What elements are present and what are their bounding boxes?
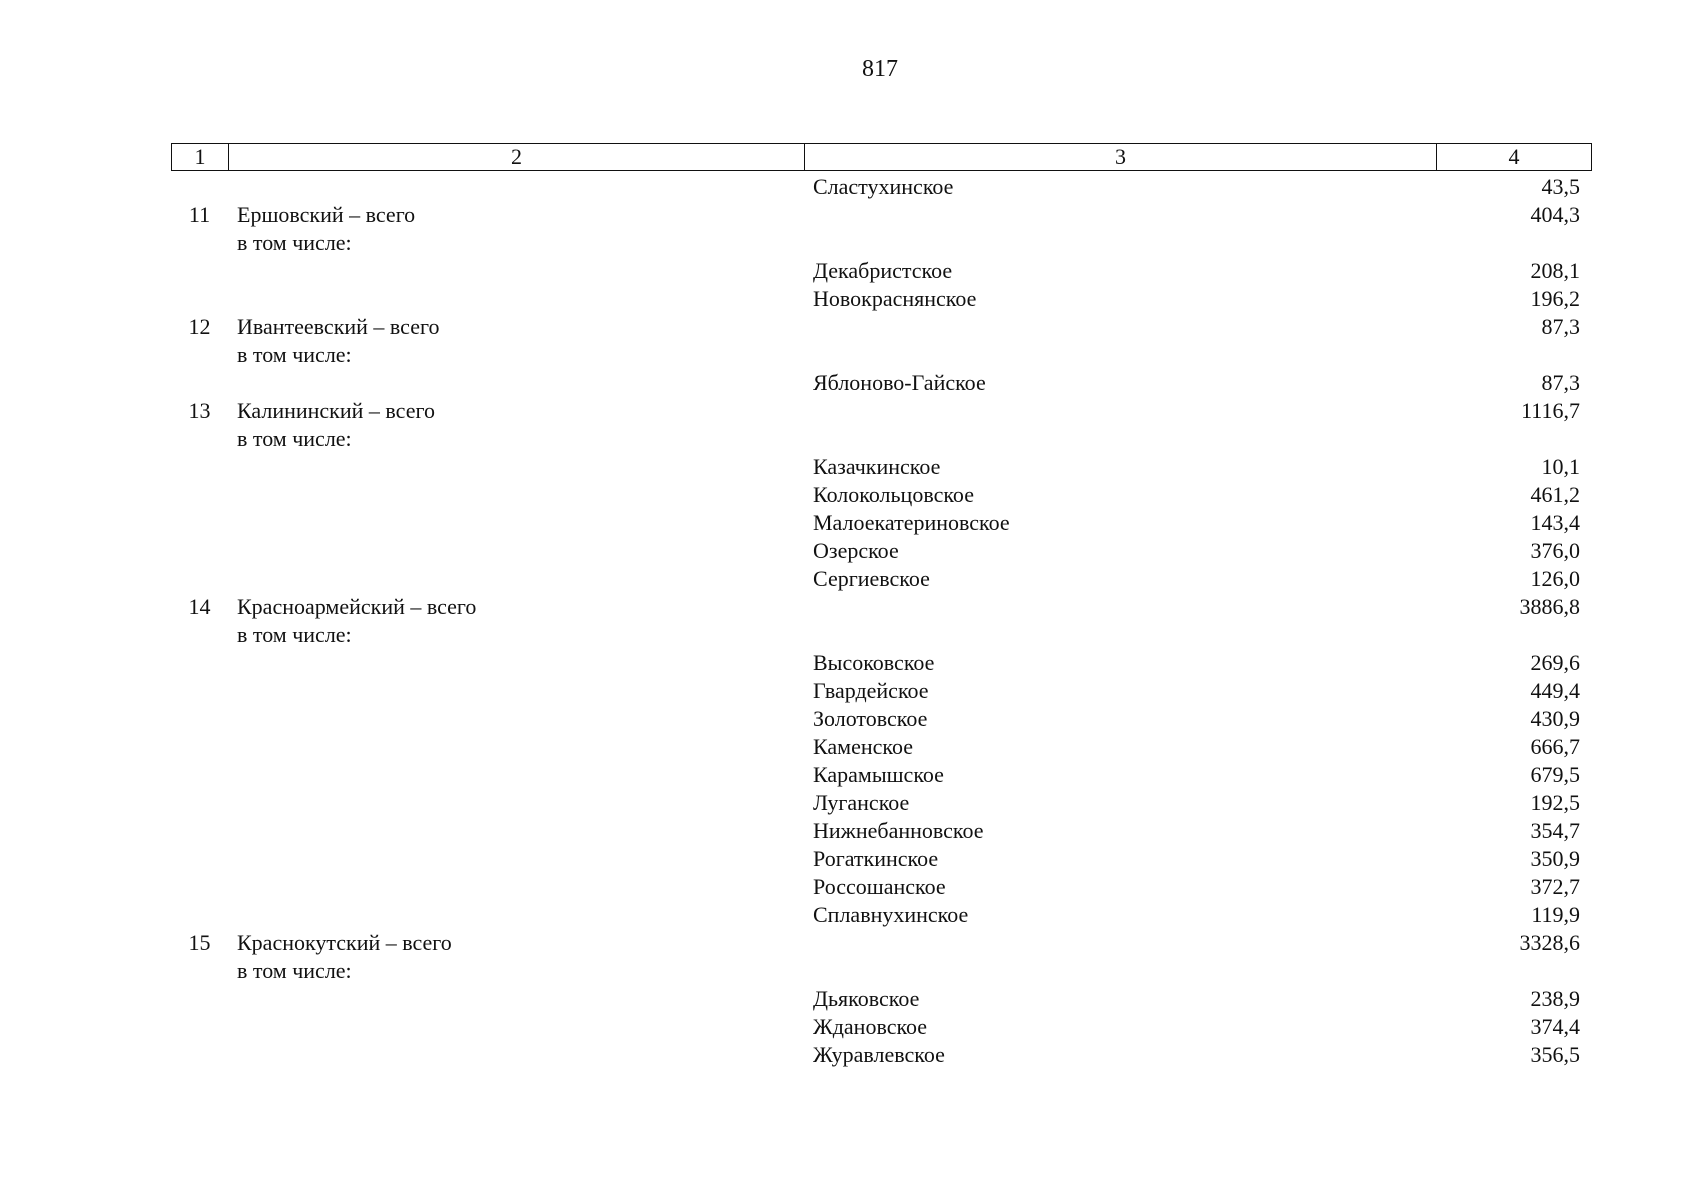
table-row [171,313,1592,341]
page-number: 817 [862,56,898,82]
table-row [171,901,1592,929]
row-number: 11 [188,202,211,227]
table-row [171,621,1592,649]
settlement-name: Нижнебанновское [813,818,984,843]
table-row [171,481,1592,509]
settlement-name: Россошанское [813,874,946,899]
table-row [171,425,1592,453]
row-value: 461,2 [1530,482,1580,507]
row-value: 430,9 [1530,706,1580,731]
table-header [171,143,1592,171]
district-name: Красноармейский – всего [237,594,477,619]
settlement-name: Декабристское [813,258,953,283]
settlement-name: Золотовское [813,706,928,731]
settlement-name: Каменское [813,734,913,759]
row-number: 13 [188,398,211,423]
district-name: в том числе: [237,426,352,451]
row-value: 208,1 [1530,258,1580,283]
row-value: 354,7 [1530,818,1580,843]
table-row [171,341,1592,369]
district-name: Калининский – всего [237,398,435,423]
settlement-name: Малоекатериновское [813,510,1010,535]
table-row [171,649,1592,677]
row-value: 43,5 [1541,174,1580,199]
row-value: 666,7 [1530,734,1580,759]
row-value: 3886,8 [1519,594,1580,619]
table-row [171,677,1592,705]
district-name: Ершовский – всего [237,202,416,227]
settlement-name: Карамышское [813,762,944,787]
settlement-name: Высоковское [813,650,935,675]
table-row [171,565,1592,593]
table-row [171,285,1592,313]
table-row [171,201,1592,229]
settlement-name: Сластухинское [813,174,954,199]
row-value: 87,3 [1541,314,1580,339]
table-row [171,593,1592,621]
table-row [171,1013,1592,1041]
table-row [171,985,1592,1013]
row-value: 679,5 [1530,762,1580,787]
row-value: 356,5 [1530,1042,1580,1067]
settlement-name: Гвардейское [813,678,929,703]
settlement-name: Казачкинское [813,454,941,479]
table-row [171,705,1592,733]
settlement-name: Сплавнухинское [813,902,969,927]
row-value: 238,9 [1530,986,1580,1011]
settlement-name: Дьяковское [813,986,920,1011]
row-value: 404,3 [1530,202,1580,227]
table-row [171,957,1592,985]
table-row [171,733,1592,761]
header-col-1: 1 [172,144,229,170]
table-row [171,397,1592,425]
row-number: 15 [188,930,211,955]
header-col-3: 3 [805,144,1437,170]
settlement-name: Журавлевское [813,1042,945,1067]
table-row [171,929,1592,957]
table-row [171,817,1592,845]
table-row [171,873,1592,901]
row-value: 376,0 [1530,538,1580,563]
row-value: 196,2 [1530,286,1580,311]
row-value: 192,5 [1530,790,1580,815]
row-value: 1116,7 [1521,398,1580,423]
row-number: 12 [188,314,211,339]
table-row [171,761,1592,789]
row-value: 374,4 [1530,1014,1580,1039]
district-name: Краснокутский – всего [237,930,452,955]
settlement-name: Колокольцовское [813,482,974,507]
table-row [171,369,1592,397]
table-body [171,173,1592,1069]
table-row [171,509,1592,537]
settlement-name: Луганское [813,790,910,815]
settlement-name: Озерское [813,538,899,563]
settlement-name: Сергиевское [813,566,930,591]
header-col-4: 4 [1508,144,1520,169]
settlement-name: Ждановское [813,1014,928,1039]
row-value: 119,9 [1531,902,1580,927]
row-value: 10,1 [1541,454,1580,479]
table-row [171,537,1592,565]
settlement-name: Яблоново-Гайское [813,370,986,395]
district-name: в том числе: [237,230,352,255]
district-name: Ивантеевский – всего [237,314,440,339]
table-row [171,789,1592,817]
table-row [171,453,1592,481]
table-row [171,257,1592,285]
row-value: 269,6 [1530,650,1580,675]
settlement-name: Новокраснянское [813,286,977,311]
district-name: в том числе: [237,958,352,983]
table-row [171,1041,1592,1069]
table-row [171,229,1592,257]
district-name: в том числе: [237,342,352,367]
row-value: 87,3 [1541,370,1580,395]
district-name: в том числе: [237,622,352,647]
row-value: 449,4 [1530,678,1580,703]
row-value: 126,0 [1530,566,1580,591]
table-row [171,173,1592,201]
settlement-name: Рогаткинское [813,846,939,871]
row-value: 350,9 [1530,846,1580,871]
row-value: 372,7 [1530,874,1580,899]
row-value: 143,4 [1530,510,1580,535]
header-col-2: 2 [229,144,805,170]
table-row [171,845,1592,873]
row-value: 3328,6 [1519,930,1580,955]
row-number: 14 [188,594,211,619]
